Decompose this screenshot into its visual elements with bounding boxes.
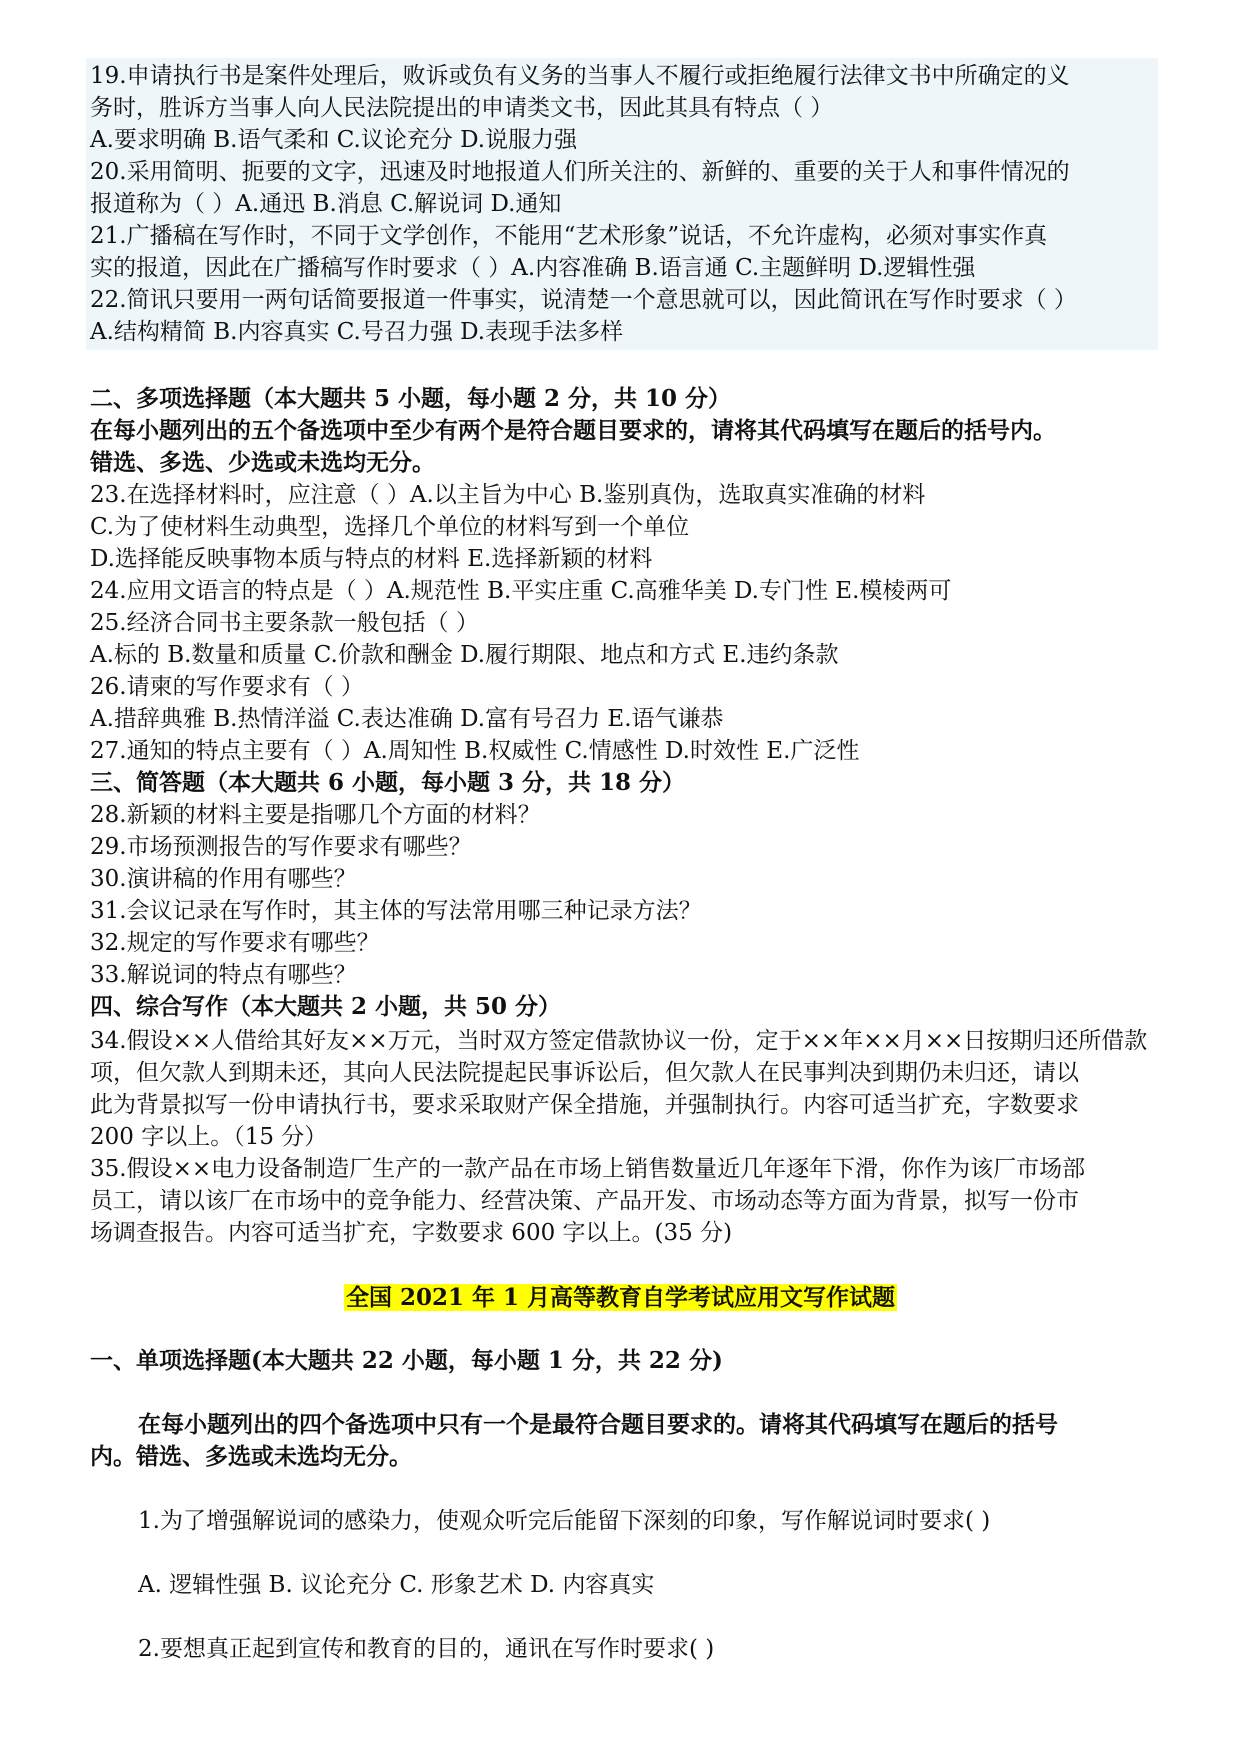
section2-instruction-1: 在每小题列出的五个备选项中至少有两个是符合题目要求的，请将其代码填写在题后的括号内。 — [90, 417, 1056, 444]
q31: 31.会议记录在写作时，其主体的写法常用哪三种记录方法？ — [90, 898, 702, 924]
q32: 32.规定的写作要求有哪些？ — [90, 930, 380, 956]
q34-line-2: 项，但欠款人到期未还，其向人民法院提起民事诉讼后，但欠款人在民事判决到期仍未归还，请以 — [90, 1060, 1079, 1086]
q23-line-2: C.为了使材料生动典型，选择几个单位的材料写到一个单位 — [90, 514, 690, 540]
exam-title-text: 全国 2021 年 1 月高等教育自学考试应用文写作试题 — [345, 1284, 896, 1311]
exam-title — [0, 1282, 1241, 1314]
exam2-q1: 1.为了增强解说词的感染力，使观众听完后能留下深刻的印象，写作解说词时要求( ) — [138, 1508, 991, 1534]
q21-line-1: 21.广播稿在写作时，不同于文学创作，不能用“艺术形象”说话，不允许虚构，必须对事实作真 — [90, 223, 1048, 249]
q24: 24.应用文语言的特点是（ ）A.规范性 B.平实庄重 C.高雅华美 D.专门性 E.模棱两可 — [90, 578, 952, 604]
q34-line-1: 34.假设××人借给其好友××万元，当时双方签定借款协议一份，定于××年××月××日按期归还所借款 — [90, 1028, 1148, 1054]
q22-options: A.结构精简 B.内容真实 C.号召力强 D.表现手法多样 — [90, 319, 624, 345]
q34-line-4: 200 字以上。（15 分） — [90, 1124, 328, 1150]
exam2-instruction-2: 内。错选、多选或未选均无分。 — [90, 1443, 412, 1470]
exam2-section-heading: 一、单项选择题(本大题共 22 小题，每小题 1 分，共 22 分) — [90, 1347, 723, 1374]
section4-heading: 四、综合写作（本大题共 2 小题，共 50 分） — [90, 993, 562, 1020]
q20-line-1: 20.采用简明、扼要的文字，迅速及时地报道人们所关注的、新鲜的、重要的关于人和事件情况的 — [90, 159, 1070, 185]
q25-stem: 25.经济合同书主要条款一般包括（ ） — [90, 610, 479, 636]
exam2-q2: 2.要想真正起到宣传和教育的目的，通讯在写作时要求( ) — [138, 1636, 715, 1662]
exam2-instruction-1: 在每小题列出的四个备选项中只有一个是最符合题目要求的。请将其代码填写在题后的括号 — [138, 1411, 1058, 1438]
q19-line-1: 19.申请执行书是案件处理后，败诉或负有义务的当事人不履行或拒绝履行法律文书中所确定的义 — [90, 63, 1070, 89]
q23-line-3: D.选择能反映事物本质与特点的材料 E.选择新颖的材料 — [90, 546, 653, 572]
exam2-q1-options: A. 逻辑性强 B. 议论充分 C. 形象艺术 D. 内容真实 — [138, 1572, 655, 1598]
q19-options: A.要求明确 B.语气柔和 C.议论充分 D.说服力强 — [90, 127, 578, 153]
q22-line-1: 22.简讯只要用一两句话简要报道一件事实，说清楚一个意思就可以，因此简讯在写作时要求（ ） — [90, 287, 1077, 313]
q29: 29.市场预测报告的写作要求有哪些？ — [90, 834, 472, 860]
q34-line-3: 此为背景拟写一份申请执行书，要求采取财产保全措施，并强制执行。内容可适当扩充，字数要求 — [90, 1092, 1079, 1118]
section2-instruction-2: 错选、多选、少选或未选均无分。 — [90, 449, 435, 476]
q27: 27.通知的特点主要有（ ）A.周知性 B.权威性 C.情感性 D.时效性 E.广泛性 — [90, 738, 860, 764]
q19-line-2: 务时，胜诉方当事人向人民法院提出的申请类文书，因此其具有特点（ ） — [90, 95, 834, 121]
q30: 30.演讲稿的作用有哪些？ — [90, 866, 357, 892]
q35-line-3: 场调查报告。内容可适当扩充，字数要求 600 字以上。(35 分) — [90, 1220, 733, 1246]
q26-options: A.措辞典雅 B.热情洋溢 C.表达准确 D.富有号召力 E.语气谦恭 — [90, 706, 724, 732]
q28: 28.新颖的材料主要是指哪几个方面的材料？ — [90, 802, 541, 828]
q35-line-1: 35.假设××电力设备制造厂生产的一款产品在市场上销售数量近几年逐年下滑，你作为该厂市场部 — [90, 1156, 1086, 1182]
q23-line-1: 23.在选择材料时，应注意（ ）A.以主旨为中心 B.鉴别真伪，选取真实准确的材料 — [90, 482, 926, 508]
q20-line-2: 报道称为（ ）A.通迅 B.消息 C.解说词 D.通知 — [90, 191, 562, 217]
q35-line-2: 员工，请以该厂在市场中的竞争能力、经营决策、产品开发、市场动态等方面为背景，拟写一份市 — [90, 1188, 1079, 1214]
q25-options: A.标的 B.数量和质量 C.价款和酬金 D.履行期限、地点和方式 E.违约条款 — [90, 642, 839, 668]
section3-heading: 三、简答题（本大题共 6 小题，每小题 3 分，共 18 分） — [90, 769, 686, 796]
q26-stem: 26.请柬的写作要求有（ ） — [90, 674, 364, 700]
q33: 33.解说词的特点有哪些？ — [90, 962, 357, 988]
section2-heading: 二、多项选择题（本大题共 5 小题，每小题 2 分，共 10 分） — [90, 385, 732, 412]
q21-line-2: 实的报道，因此在广播稿写作时要求（ ）A.内容准确 B.语言通 C.主题鲜明 D.逻辑性强 — [90, 255, 976, 281]
